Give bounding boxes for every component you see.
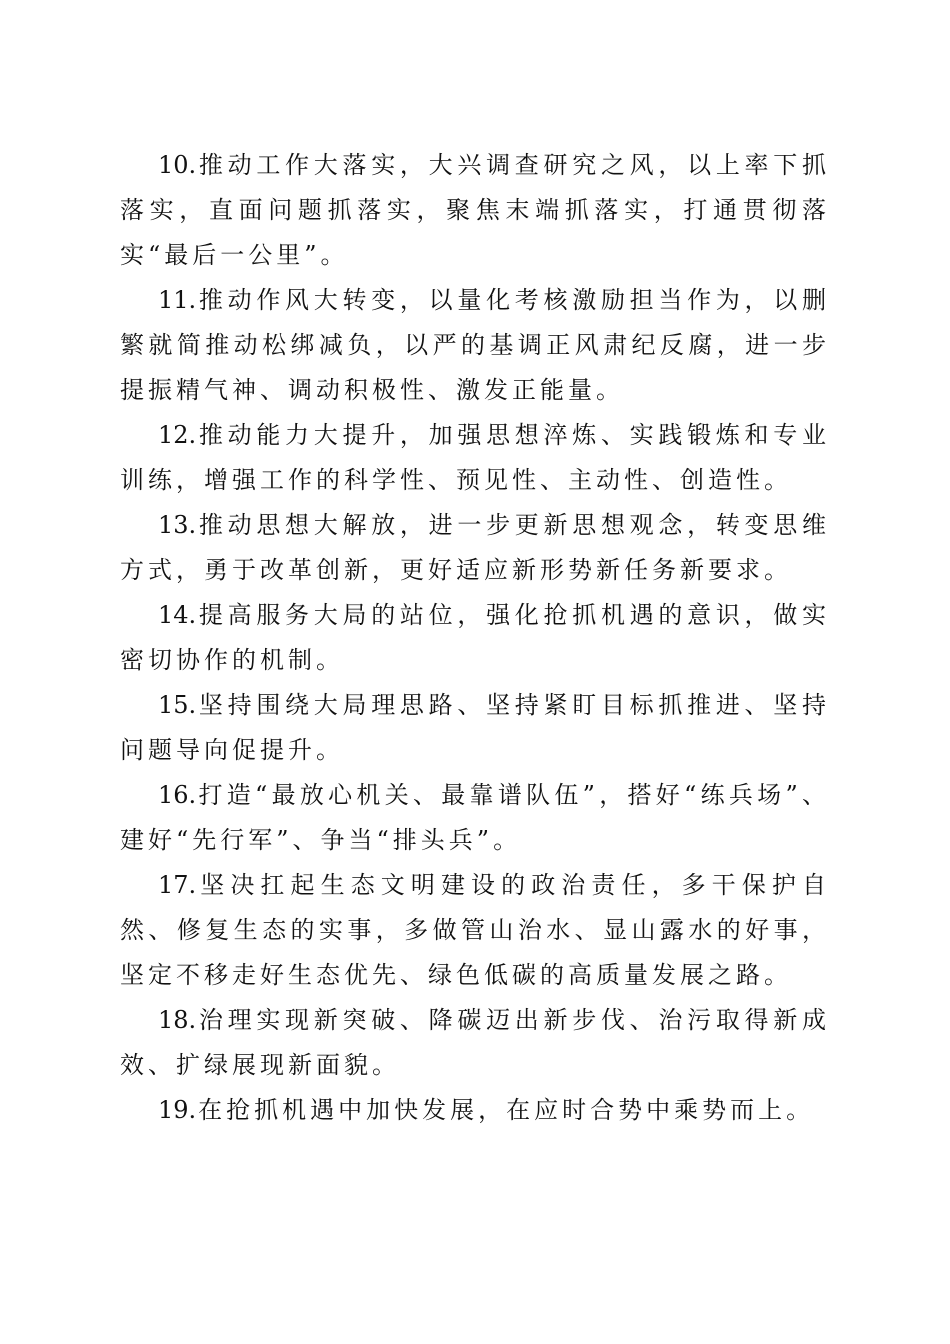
item-number: 16.: [158, 781, 197, 809]
item-text: 推动能力大提升，加强思想淬炼、实践锻炼和专业训练，增强工作的科学性、预见性、主动性、创造性。: [120, 421, 830, 494]
list-item-18: [120, 998, 830, 1088]
list-item-13: [120, 503, 830, 593]
document-body: [120, 143, 830, 1133]
item-number: 13.: [158, 511, 197, 539]
item-number: 10.: [158, 151, 197, 179]
item-text: 提高服务大局的站位，强化抢抓机遇的意识，做实密切协作的机制。: [120, 601, 830, 674]
item-text: 坚持围绕大局理思路、坚持紧盯目标抓推进、坚持问题导向促提升。: [120, 691, 830, 764]
list-item-14: [120, 593, 830, 683]
item-text: 推动工作大落实，大兴调查研究之风，以上率下抓落实，直面问题抓落实，聚焦末端抓落实，打通贯彻落实“最后一公里”。: [120, 151, 830, 269]
item-text: 打造“最放心机关、最靠谱队伍”，搭好“练兵场”、建好“先行军”、争当“排头兵”。: [120, 781, 830, 854]
item-number: 15.: [158, 691, 197, 719]
list-item-17: [120, 863, 830, 998]
list-item-16: [120, 773, 830, 863]
item-number: 14.: [158, 601, 197, 629]
list-item-12: [120, 413, 830, 503]
item-number: 18.: [158, 1006, 197, 1034]
list-item-15: [120, 683, 830, 773]
item-text: 治理实现新突破、降碳迈出新步伐、治污取得新成效、扩绿展现新面貌。: [120, 1006, 830, 1079]
item-number: 12.: [158, 421, 197, 449]
item-text: 推动思想大解放，进一步更新思想观念，转变思维方式，勇于改革创新，更好适应新形势新任务新要求。: [120, 511, 830, 584]
list-item-10: [120, 143, 830, 278]
list-item-11: [120, 278, 830, 413]
item-number: 17.: [158, 871, 197, 899]
item-text: 在抢抓机遇中加快发展，在应时合势中乘势而上。: [198, 1096, 815, 1124]
item-text: 推动作风大转变，以量化考核激励担当作为，以删繁就简推动松绑减负，以严的基调正风肃纪反腐，进一步提振精气神、调动积极性、激发正能量。: [120, 286, 830, 404]
item-text: 坚决扛起生态文明建设的政治责任，多干保护自然、修复生态的实事，多做管山治水、显山露水的好事，坚定不移走好生态优先、绿色低碳的高质量发展之路。: [120, 871, 830, 989]
item-number: 19.: [158, 1096, 197, 1124]
item-number: 11.: [158, 286, 197, 314]
list-item-19: [120, 1088, 830, 1133]
